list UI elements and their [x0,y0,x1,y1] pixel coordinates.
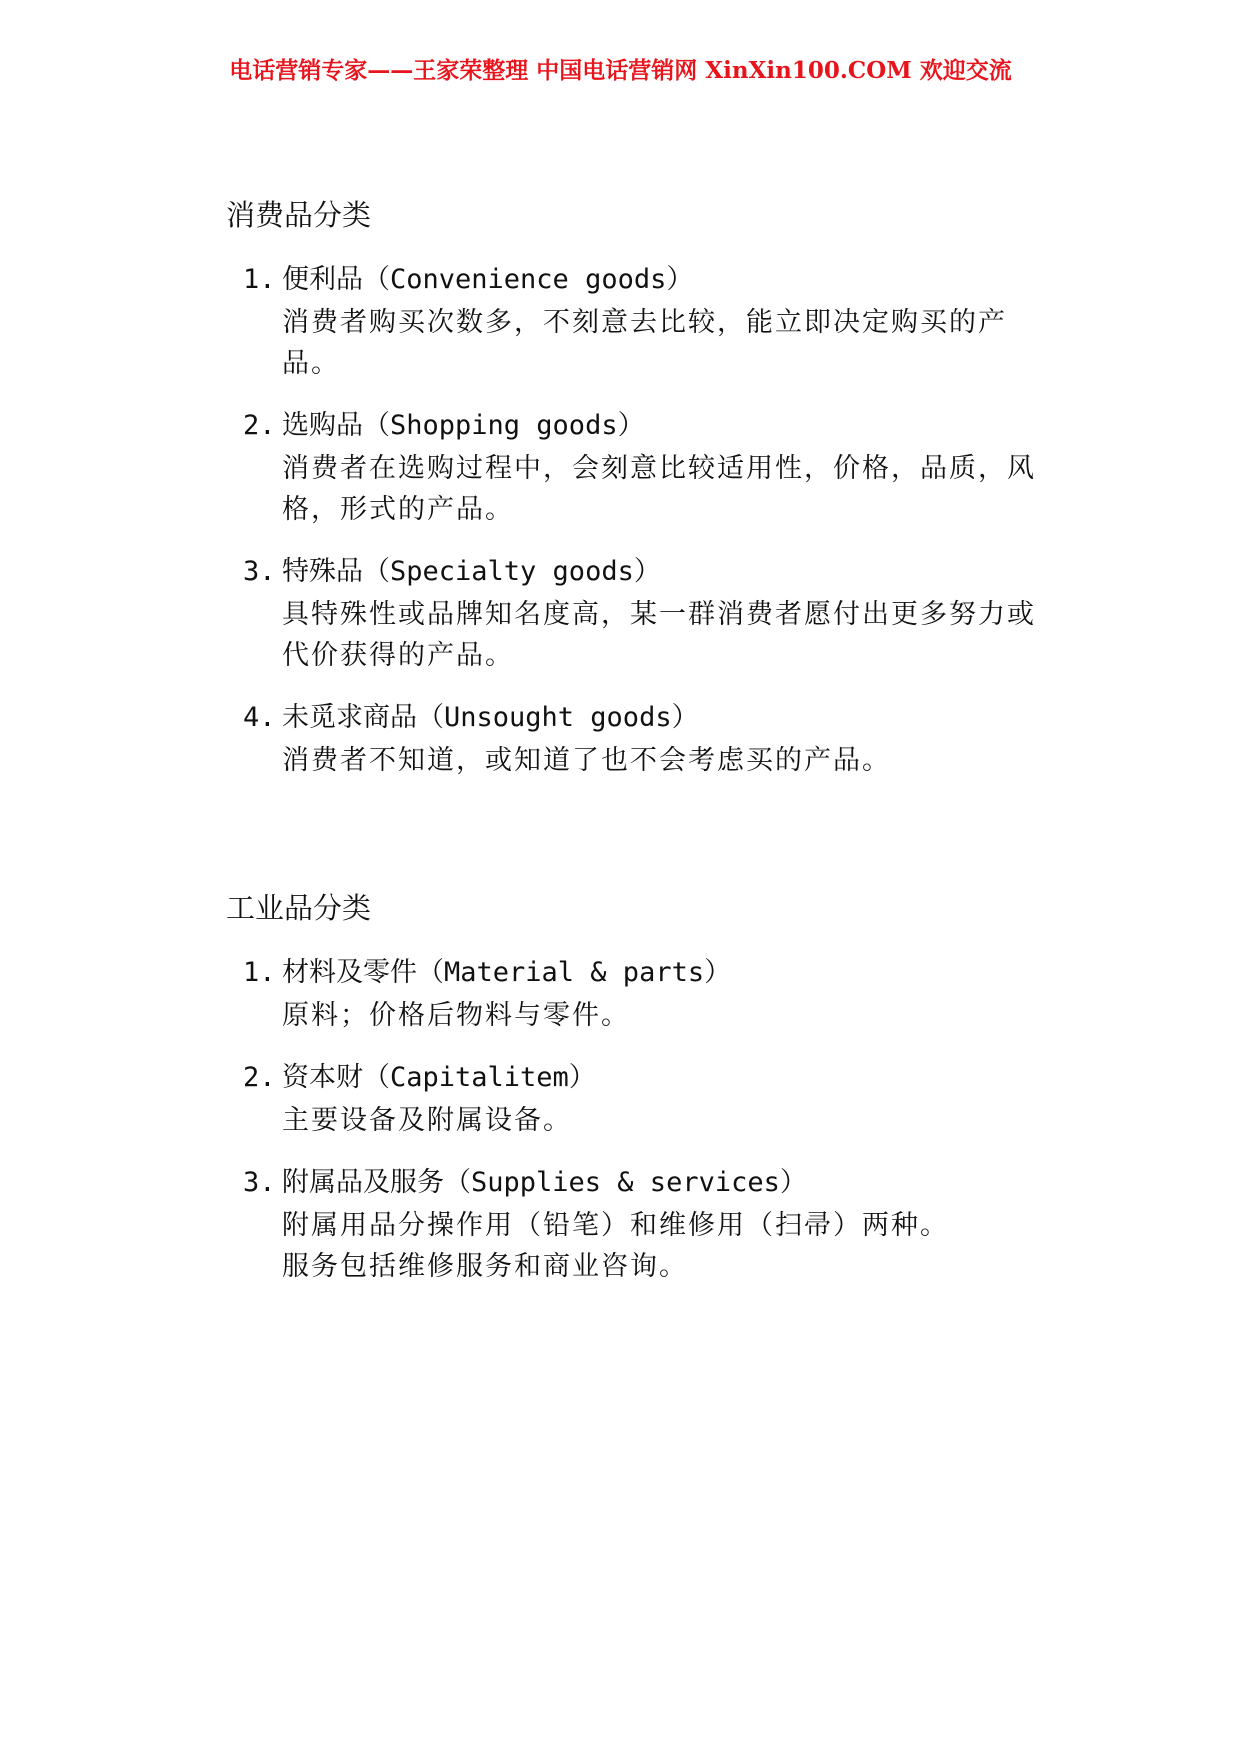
item-description: 消费者不知道，或知道了也不会考虑买的产品。 [282,745,891,776]
item-english-name: （Material & parts） [417,957,732,988]
list-item [226,1161,1066,1287]
item-description: 附属用品分操作用（铅笔）和维修用（扫帚）两种。 [282,1210,949,1241]
section-title-industrial: 工业品分类 [226,891,372,925]
item-english-name: （Capitalitem） [363,1062,596,1093]
item-description: 主要设备及附属设备。 [282,1105,572,1136]
item-english-name: （Shopping goods） [363,410,645,441]
item-number: 4. [243,702,276,733]
item-english-name: （Specialty goods） [363,556,661,587]
list-item [226,696,1066,781]
list-item [226,258,1066,384]
item-heading [226,1161,1066,1205]
item-number: 1. [243,957,276,988]
item-heading [226,258,1066,302]
page-header: 电话营销专家——王家荣整理 中国电话营销网 XinXin100.COM 欢迎交流 [229,57,1012,84]
item-number: 3. [243,1167,276,1198]
item-description-extra: 服务包括维修服务和商业咨询。 [282,1251,688,1282]
item-description: 消费者购买次数多，不刻意去比较，能立即决定购买的产品。 [282,307,1007,379]
item-name: 特殊品 [282,556,363,587]
item-description: 消费者在选购过程中，会刻意比较适用性，价格，品质，风格，形式的产品。 [282,453,1036,525]
list-item [226,550,1066,676]
item-name: 便利品 [282,264,363,295]
item-heading [226,404,1066,448]
list-item [226,404,1066,530]
item-number: 1. [243,264,276,295]
item-description: 具特殊性或品牌知名度高，某一群消费者愿付出更多努力或代价获得的产品。 [282,599,1036,671]
item-number: 2. [243,1062,276,1093]
item-number: 2. [243,410,276,441]
list-item [226,1056,1066,1141]
item-name: 未觅求商品 [282,702,417,733]
item-name: 资本财 [282,1062,363,1093]
item-name: 附属品及服务 [282,1167,444,1198]
document-body [226,192,1066,1307]
item-heading [226,1056,1066,1100]
item-english-name: （Convenience goods） [363,264,694,295]
item-english-name: （Supplies & services） [444,1167,807,1198]
section-title-consumer: 消费品分类 [226,198,372,232]
item-english-name: （Unsought goods） [417,702,699,733]
item-heading [226,550,1066,594]
item-number: 3. [243,556,276,587]
item-name: 选购品 [282,410,363,441]
list-item [226,951,1066,1036]
item-heading [226,951,1066,995]
item-name: 材料及零件 [282,957,417,988]
item-description: 原料；价格后物料与零件。 [282,1000,630,1031]
item-heading [226,696,1066,740]
